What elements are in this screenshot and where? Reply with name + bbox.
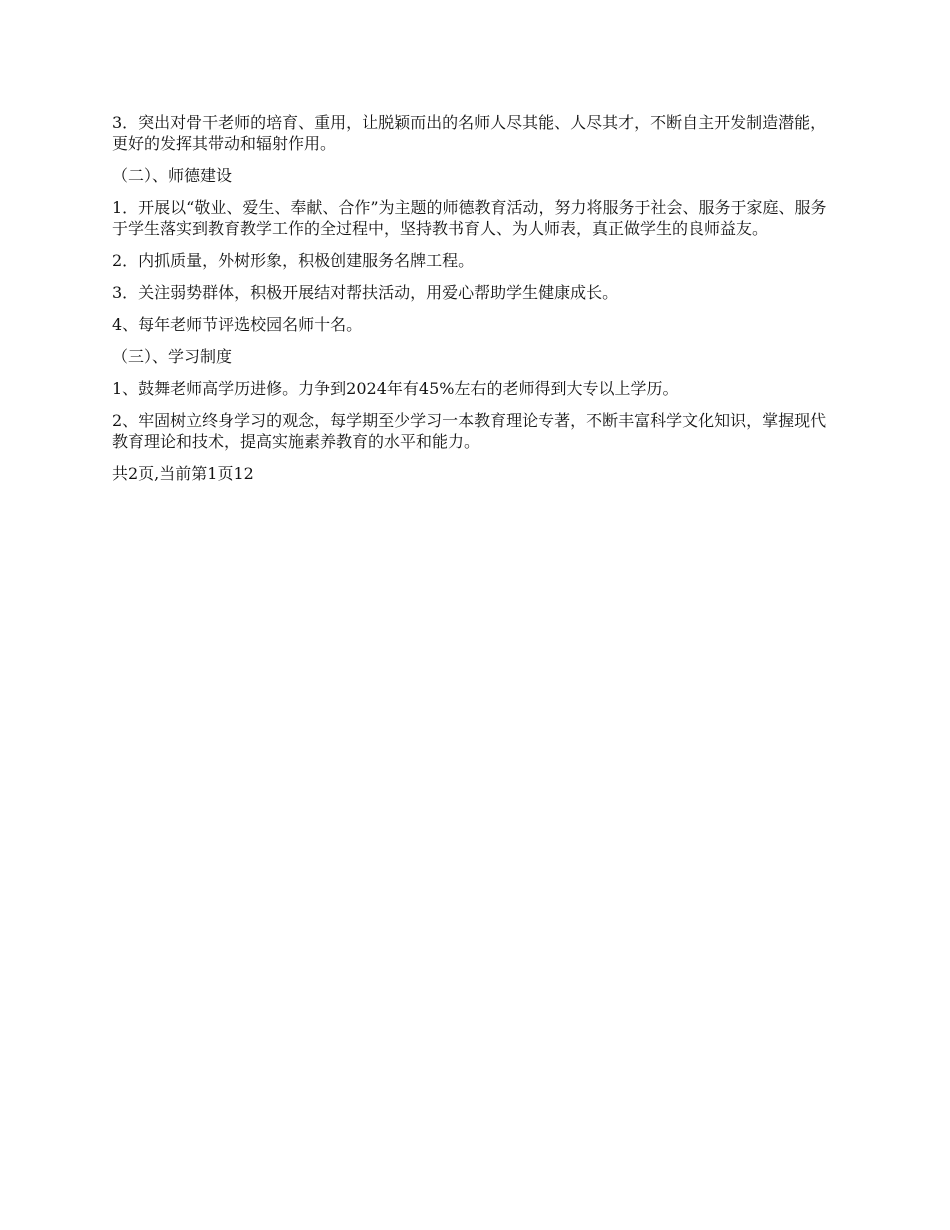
paragraph-item-3-cultivation: 3．突出对骨干老师的培育、重用，让脱颖而出的名师人尽其能、人尽其才，不断自主开发制造潜能，更好的发挥其带动和辐射作用。	[112, 113, 827, 153]
page-indicator: 共2页,当前第1页12	[112, 464, 254, 483]
paragraph-item-1-degree: 1、鼓舞老师高学历进修。力争到2024年有45%左右的老师得到大专以上学历。	[112, 379, 679, 398]
section-heading-study: （三）、学习制度	[112, 347, 233, 366]
paragraph-item-1-ethics-activity: 1．开展以“敬业、爱生、奉献、合作”为主题的师德教育活动，努力将服务于社会、服务于家庭、服务于学生落实到教育教学工作的全过程中，坚持教书育人、为人师表，真正做学生的良师益友。	[112, 198, 827, 238]
paragraph-item-2-lifelong-learning: 2、牢固树立终身学习的观念，每学期至少学习一本教育理论专著，不断丰富科学文化知识，掌握现代教育理论和技术，提高实施素养教育的水平和能力。	[112, 411, 827, 451]
document-body	[112, 112, 838, 495]
section-heading-ethics: （二）、师德建设	[112, 166, 233, 185]
paragraph-item-2-quality: 2．内抓质量，外树形象，积极创建服务名牌工程。	[112, 251, 475, 270]
paragraph-item-4-award: 4、每年老师节评选校园名师十名。	[112, 315, 363, 334]
paragraph-item-3-support: 3．关注弱势群体，积极开展结对帮扶活动，用爱心帮助学生健康成长。	[112, 283, 619, 302]
